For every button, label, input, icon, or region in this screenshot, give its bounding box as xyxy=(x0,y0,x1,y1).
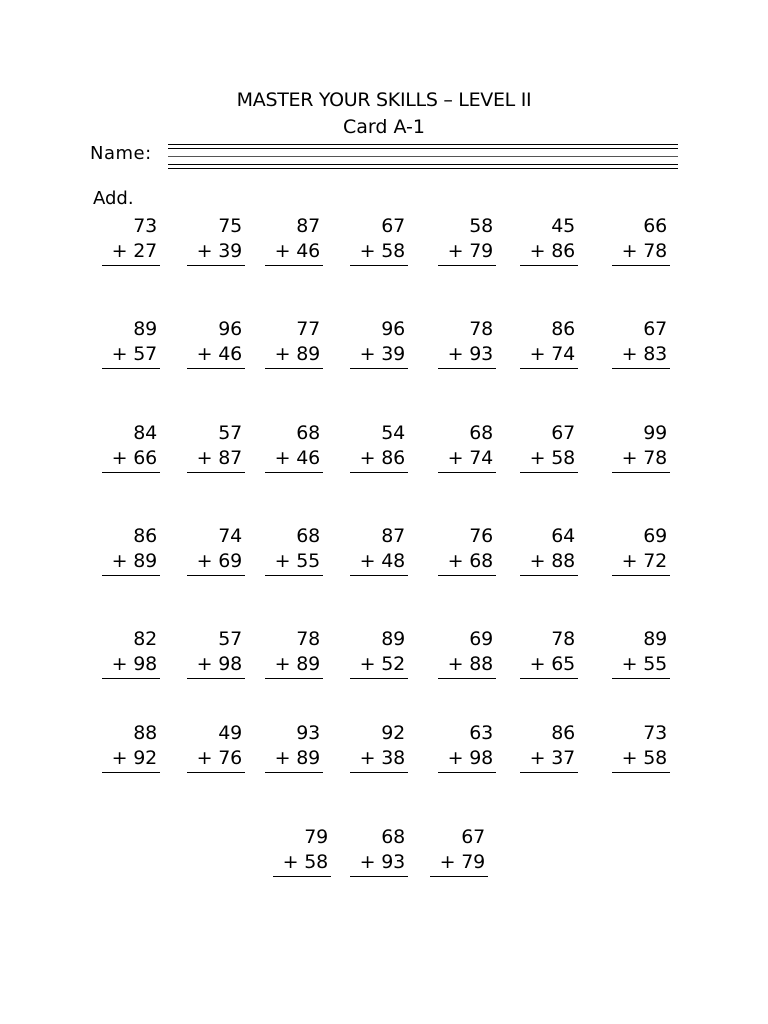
addend-top: 74 xyxy=(218,525,242,547)
answer-line xyxy=(265,472,323,473)
addition-problem xyxy=(612,722,670,774)
addition-problem xyxy=(265,628,323,680)
answer-line xyxy=(265,368,323,369)
addition-problem xyxy=(350,422,408,474)
answer-line xyxy=(350,575,408,576)
addend-top: 68 xyxy=(381,826,405,848)
addition-problem xyxy=(187,722,245,774)
addend-bottom: + 79 xyxy=(439,851,485,873)
answer-line xyxy=(350,876,408,877)
addend-top: 67 xyxy=(551,422,575,444)
answer-line xyxy=(187,575,245,576)
addend-top: 79 xyxy=(304,826,328,848)
addend-top: 89 xyxy=(381,628,405,650)
answer-line xyxy=(520,368,578,369)
addition-problem xyxy=(102,422,160,474)
name-line-top xyxy=(168,144,678,145)
answer-line xyxy=(438,772,496,773)
addend-top: 68 xyxy=(469,422,493,444)
answer-line xyxy=(265,265,323,266)
addition-problem xyxy=(350,722,408,774)
addend-bottom: + 76 xyxy=(196,747,242,769)
addend-top: 75 xyxy=(218,215,242,237)
answer-line xyxy=(350,678,408,679)
addition-problem xyxy=(102,215,160,267)
addition-problem xyxy=(438,215,496,267)
answer-line xyxy=(187,678,245,679)
addition-problem xyxy=(520,215,578,267)
answer-line xyxy=(265,772,323,773)
addition-problem xyxy=(187,422,245,474)
addend-top: 54 xyxy=(381,422,405,444)
answer-line xyxy=(612,575,670,576)
addend-top: 86 xyxy=(133,525,157,547)
worksheet-title: MASTER YOUR SKILLS – LEVEL II xyxy=(236,89,532,111)
answer-line xyxy=(350,772,408,773)
addition-problem xyxy=(612,628,670,680)
answer-line xyxy=(350,472,408,473)
addend-top: 89 xyxy=(133,318,157,340)
addend-top: 76 xyxy=(469,525,493,547)
addend-bottom: + 93 xyxy=(359,851,405,873)
addend-bottom: + 89 xyxy=(111,550,157,572)
addend-top: 93 xyxy=(296,722,320,744)
addend-top: 73 xyxy=(643,722,667,744)
addition-problem xyxy=(102,318,160,370)
addend-bottom: + 93 xyxy=(447,343,493,365)
addend-bottom: + 38 xyxy=(359,747,405,769)
addend-top: 49 xyxy=(218,722,242,744)
answer-line xyxy=(520,678,578,679)
addition-problem xyxy=(438,525,496,577)
answer-line xyxy=(187,368,245,369)
name-line-upper xyxy=(168,148,678,149)
addition-problem xyxy=(273,826,331,878)
addend-top: 78 xyxy=(296,628,320,650)
addend-top: 68 xyxy=(296,422,320,444)
answer-line xyxy=(187,472,245,473)
answer-line xyxy=(520,772,578,773)
addend-bottom: + 55 xyxy=(621,653,667,675)
addend-bottom: + 68 xyxy=(447,550,493,572)
addend-bottom: + 46 xyxy=(196,343,242,365)
addition-problem xyxy=(612,525,670,577)
answer-line xyxy=(438,678,496,679)
answer-line xyxy=(187,265,245,266)
addend-bottom: + 83 xyxy=(621,343,667,365)
addend-top: 67 xyxy=(461,826,485,848)
addend-bottom: + 58 xyxy=(621,747,667,769)
addend-bottom: + 79 xyxy=(447,240,493,262)
addition-problem xyxy=(265,525,323,577)
addition-problem xyxy=(350,215,408,267)
answer-line xyxy=(520,265,578,266)
addition-problem xyxy=(520,525,578,577)
addition-problem xyxy=(350,318,408,370)
addend-top: 77 xyxy=(296,318,320,340)
answer-line xyxy=(273,876,331,877)
answer-line xyxy=(438,472,496,473)
addend-top: 96 xyxy=(218,318,242,340)
addend-bottom: + 88 xyxy=(529,550,575,572)
addend-top: 73 xyxy=(133,215,157,237)
addend-top: 92 xyxy=(381,722,405,744)
addend-top: 57 xyxy=(218,422,242,444)
addend-top: 69 xyxy=(469,628,493,650)
addition-problem xyxy=(438,628,496,680)
addition-problem xyxy=(265,318,323,370)
addend-top: 58 xyxy=(469,215,493,237)
addend-bottom: + 69 xyxy=(196,550,242,572)
addition-problem xyxy=(612,318,670,370)
addend-bottom: + 98 xyxy=(196,653,242,675)
addend-bottom: + 78 xyxy=(621,240,667,262)
addition-problem xyxy=(265,722,323,774)
answer-line xyxy=(438,575,496,576)
instruction-label: Add. xyxy=(93,188,134,209)
answer-line xyxy=(612,472,670,473)
answer-line xyxy=(102,265,160,266)
addend-top: 63 xyxy=(469,722,493,744)
addend-top: 87 xyxy=(296,215,320,237)
addition-problem xyxy=(520,722,578,774)
addend-top: 86 xyxy=(551,318,575,340)
addend-bottom: + 86 xyxy=(529,240,575,262)
answer-line xyxy=(102,368,160,369)
addition-problem xyxy=(612,422,670,474)
answer-line xyxy=(612,772,670,773)
addition-problem xyxy=(350,525,408,577)
addend-bottom: + 88 xyxy=(447,653,493,675)
answer-line xyxy=(350,265,408,266)
answer-line xyxy=(102,678,160,679)
addition-problem xyxy=(520,318,578,370)
addition-problem xyxy=(187,318,245,370)
addend-bottom: + 46 xyxy=(274,240,320,262)
answer-line xyxy=(102,772,160,773)
addend-top: 57 xyxy=(218,628,242,650)
addition-problem xyxy=(438,422,496,474)
answer-line xyxy=(102,575,160,576)
answer-line xyxy=(520,575,578,576)
addend-top: 86 xyxy=(551,722,575,744)
addend-top: 84 xyxy=(133,422,157,444)
addend-top: 82 xyxy=(133,628,157,650)
answer-line xyxy=(438,368,496,369)
addend-bottom: + 57 xyxy=(111,343,157,365)
answer-line xyxy=(520,472,578,473)
addition-problem xyxy=(187,525,245,577)
addend-top: 69 xyxy=(643,525,667,547)
addition-problem xyxy=(430,826,488,878)
addend-top: 99 xyxy=(643,422,667,444)
addition-problem xyxy=(438,318,496,370)
addend-bottom: + 37 xyxy=(529,747,575,769)
addend-bottom: + 46 xyxy=(274,447,320,469)
addend-top: 78 xyxy=(469,318,493,340)
addend-bottom: + 74 xyxy=(529,343,575,365)
addend-top: 67 xyxy=(643,318,667,340)
addend-bottom: + 89 xyxy=(274,653,320,675)
name-label: Name: xyxy=(90,143,152,164)
name-line-lower xyxy=(168,164,678,165)
addition-problem xyxy=(438,722,496,774)
addend-bottom: + 39 xyxy=(359,343,405,365)
addition-problem xyxy=(102,722,160,774)
addition-problem xyxy=(350,826,408,878)
addition-problem xyxy=(612,215,670,267)
addend-bottom: + 66 xyxy=(111,447,157,469)
addend-bottom: + 65 xyxy=(529,653,575,675)
addition-problem xyxy=(350,628,408,680)
addend-top: 89 xyxy=(643,628,667,650)
answer-line xyxy=(438,265,496,266)
addend-bottom: + 72 xyxy=(621,550,667,572)
addend-bottom: + 86 xyxy=(359,447,405,469)
addend-bottom: + 58 xyxy=(359,240,405,262)
addend-bottom: + 98 xyxy=(447,747,493,769)
addend-bottom: + 48 xyxy=(359,550,405,572)
card-label: Card A-1 xyxy=(342,116,425,138)
addend-bottom: + 39 xyxy=(196,240,242,262)
addend-bottom: + 92 xyxy=(111,747,157,769)
answer-line xyxy=(187,772,245,773)
addition-problem xyxy=(102,628,160,680)
answer-line xyxy=(612,368,670,369)
addition-problem xyxy=(520,628,578,680)
addend-top: 64 xyxy=(551,525,575,547)
addend-bottom: + 98 xyxy=(111,653,157,675)
answer-line xyxy=(102,472,160,473)
answer-line xyxy=(430,876,488,877)
addend-top: 88 xyxy=(133,722,157,744)
addend-bottom: + 78 xyxy=(621,447,667,469)
addition-problem xyxy=(102,525,160,577)
addition-problem xyxy=(265,215,323,267)
addition-problem xyxy=(187,628,245,680)
answer-line xyxy=(612,265,670,266)
addend-top: 45 xyxy=(551,215,575,237)
addition-problem xyxy=(265,422,323,474)
name-line-dashed xyxy=(168,156,678,157)
addend-top: 67 xyxy=(381,215,405,237)
addend-top: 96 xyxy=(381,318,405,340)
answer-line xyxy=(612,678,670,679)
addend-bottom: + 58 xyxy=(282,851,328,873)
addend-top: 66 xyxy=(643,215,667,237)
addend-bottom: + 27 xyxy=(111,240,157,262)
answer-line xyxy=(265,678,323,679)
answer-line xyxy=(265,575,323,576)
addend-bottom: + 55 xyxy=(274,550,320,572)
addend-bottom: + 89 xyxy=(274,343,320,365)
answer-line xyxy=(350,368,408,369)
addition-problem xyxy=(520,422,578,474)
addition-problem xyxy=(187,215,245,267)
name-field[interactable] xyxy=(168,144,678,168)
addend-bottom: + 87 xyxy=(196,447,242,469)
addend-top: 87 xyxy=(381,525,405,547)
addend-top: 78 xyxy=(551,628,575,650)
addend-top: 68 xyxy=(296,525,320,547)
addend-bottom: + 89 xyxy=(274,747,320,769)
addend-bottom: + 58 xyxy=(529,447,575,469)
name-line-bottom xyxy=(168,168,678,169)
addend-bottom: + 52 xyxy=(359,653,405,675)
addend-bottom: + 74 xyxy=(447,447,493,469)
